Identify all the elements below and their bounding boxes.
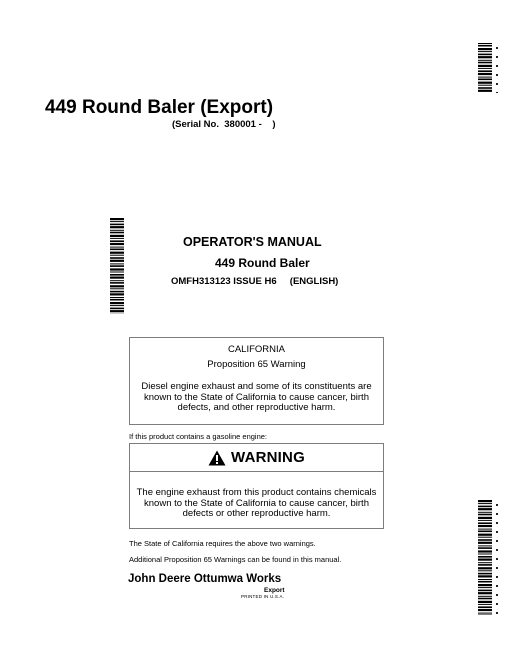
additional-warnings-note: Additional Proposition 65 Warnings can be found in this manual.: [129, 555, 342, 564]
export-label: Export: [264, 587, 285, 594]
required-warnings-note: The State of California requires the above two warnings.: [129, 539, 316, 548]
document-title: 449 Round Baler (Export): [45, 97, 274, 118]
manual-code-line: OMFH313123 ISSUE H6 (ENGLISH): [171, 276, 339, 287]
warning-word: WARNING: [231, 449, 305, 466]
serial-range: (Serial No. 380001 - ): [172, 119, 276, 130]
barcode-bottom-right: [478, 500, 504, 615]
warning-header: [130, 444, 383, 472]
prop65-state: CALIFORNIA: [227, 344, 285, 355]
manual-model: 449 Round Baler: [215, 256, 310, 270]
manual-heading: OPERATOR'S MANUAL: [183, 235, 322, 249]
gasoline-engine-note: If this product contains a gasoline engine:: [129, 432, 268, 441]
warning-box: [129, 443, 384, 529]
barcode-top-right: [478, 43, 504, 93]
prop65-label: Proposition 65 Warning: [207, 359, 306, 370]
prop65-notice-box: [129, 337, 384, 425]
prop65-text: Diesel engine exhaust and some of its constituents are known to the State of California to cause cancer, birth defects, and other reproductive harm.: [141, 381, 372, 413]
printed-in-label: PRINTED IN U.S.A.: [241, 594, 285, 599]
barcode-left: [110, 218, 124, 314]
warning-text: The engine exhaust from this product contains chemicals known to the State of California to cause cancer, birth defects or other reproductive harm.: [136, 487, 377, 519]
manufacturer-works: John Deere Ottumwa Works: [128, 573, 282, 585]
warning-triangle-icon: [208, 450, 226, 466]
